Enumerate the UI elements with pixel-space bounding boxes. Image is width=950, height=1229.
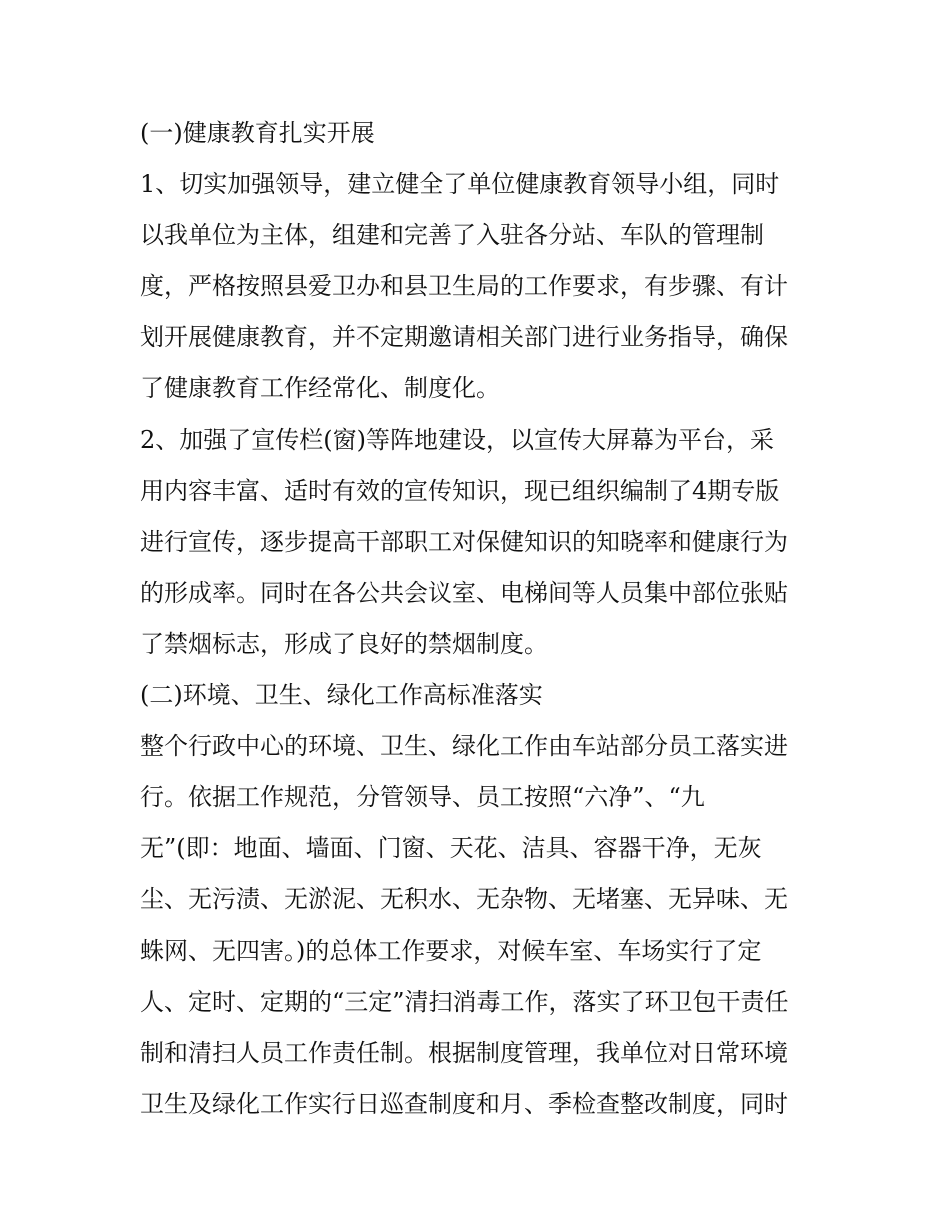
text-line: 制和清扫人员工作责任制。根据制度管理，我单位对日常环境 xyxy=(140,1038,788,1067)
text-line: 了禁烟标志，形成了良好的禁烟制度。 xyxy=(140,629,548,658)
text-line: 2、加强了宣传栏(窗)等阵地建设，以宣传大屏幕为平台，采 xyxy=(140,425,774,454)
text-line: 划开展健康教育，并不定期邀请相关部门进行业务指导，确保 xyxy=(140,323,788,352)
document-body xyxy=(140,108,820,1130)
text-line: 1、切实加强领导，建立健全了单位健康教育领导小组，同时 xyxy=(140,170,780,199)
text-line: 用内容丰富、适时有效的宣传知识，现已组织编制了4期专版 xyxy=(140,476,780,505)
text-line: 卫生及绿化工作实行日巡查制度和月、季检查整改制度，同时 xyxy=(140,1089,788,1118)
text-line: 蛛网、无四害。)的总体工作要求，对候车室、车场实行了定 xyxy=(140,936,762,965)
text-line: 的形成率。同时在各公共会议室、电梯间等人员集中部位张贴 xyxy=(140,578,788,607)
heading-environment-hygiene: (二)环境、卫生、绿化工作高标准落实 xyxy=(140,681,543,710)
text-line: 以我单位为主体，组建和完善了入驻各分站、车队的管理制 xyxy=(140,221,764,250)
heading-health-education: (一)健康教育扎实开展 xyxy=(140,119,375,147)
text-line: 行。依据工作规范，分管领导、员工按照“六净”、“九 xyxy=(140,783,705,812)
text-line: 进行宣传，逐步提高干部职工对保健知识的知晓率和健康行为 xyxy=(140,527,788,556)
text-line: 人、定时、定期的“三定”清扫消毒工作，落实了环卫包干责任 xyxy=(140,987,789,1016)
text-line: 尘、无污渍、无淤泥、无积水、无杂物、无堵塞、无异味、无 xyxy=(140,885,788,914)
text-line: 无”(即：地面、墙面、门窗、天花、洁具、容器干净，无灰 xyxy=(140,834,762,863)
text-line: 度，严格按照县爱卫办和县卫生局的工作要求，有步骤、有计 xyxy=(140,272,788,301)
text-line: 了健康教育工作经常化、制度化。 xyxy=(140,374,500,403)
text-line: 整个行政中心的环境、卫生、绿化工作由车站部分员工落实进 xyxy=(140,732,788,761)
